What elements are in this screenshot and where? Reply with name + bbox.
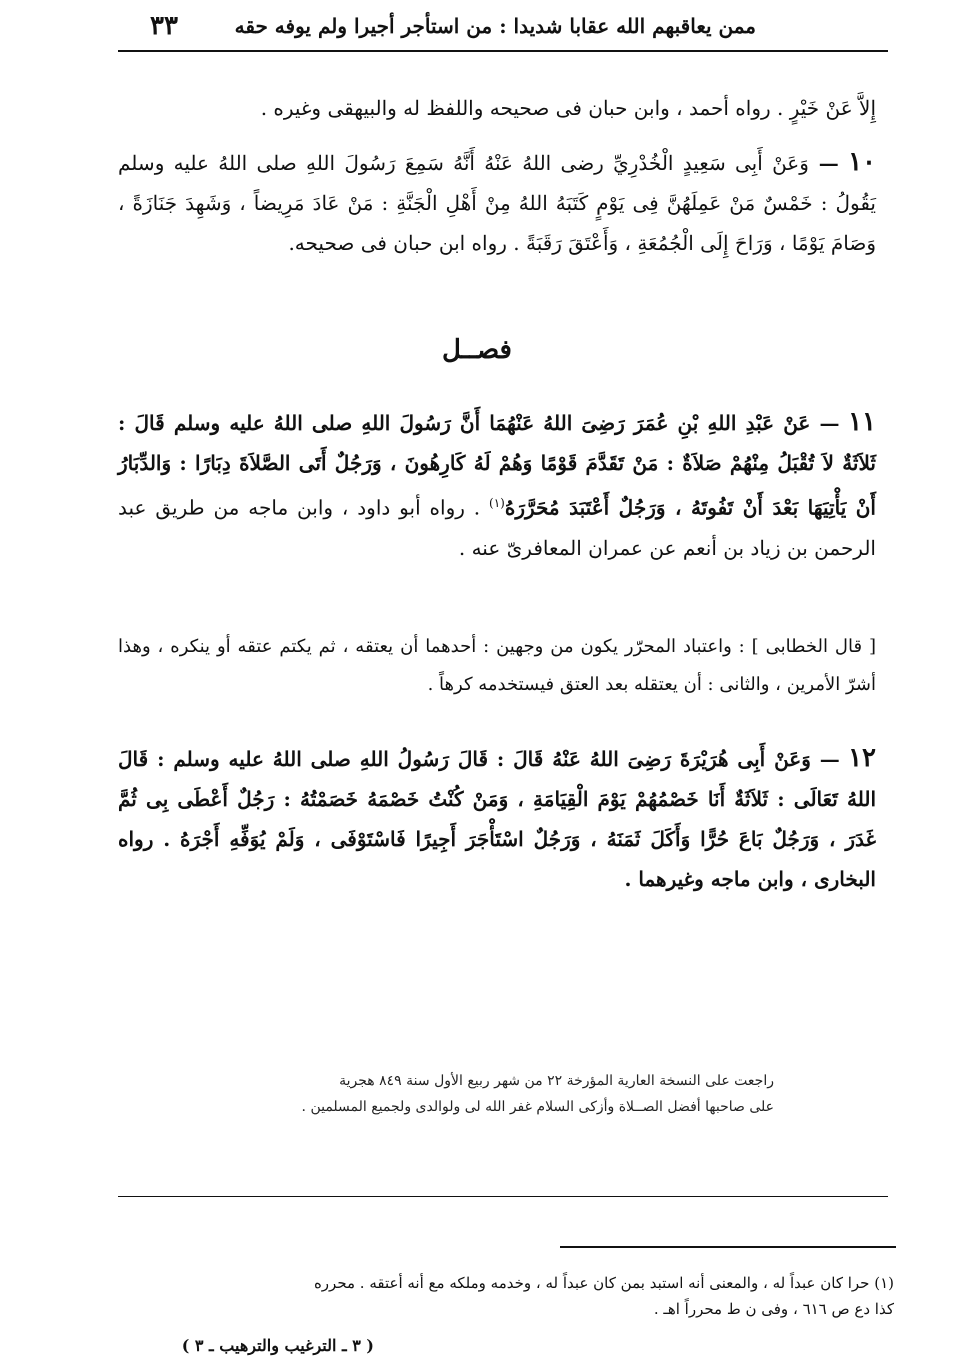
footnote-rule [560,1246,896,1248]
hadith-12 [118,738,876,899]
intro-paragraph [118,88,876,128]
hadith-10 [118,142,876,263]
footnote-marker[interactable]: (١) [489,496,505,510]
intro-text: إِلاَّ عَنْ خَيْرٍ . رواه أحمد ، وابن حبان فى صحيحه واللفظ له والبيهقى وغيره . [260,96,876,120]
hadith-number: ١٢ [848,743,877,773]
hadith-dash: — [808,151,839,175]
printer-signature: ( ٣ ـ الترغيب والترهيب ـ ٣ ) [181,1336,374,1355]
body-end-rule [118,1196,888,1197]
hadith-text: وَعَنْ أَبِى هُرَيْرَةَ رَضِىَ اللهُ عَنْهُ قَالَ : قَالَ رَسُولُ اللهِ صلى اللهُ عليه وسلم : قَالَ اللهُ تَعَالَى : ثَلاَثَةٌ أَنَا خَصْمُهُمْ يَوْمَ الْقِيَامَةِ ، وَمَنْ كُنْتُ خَصْمَهُ خَصَمْتُهُ : رَجُلٌ أَعْطَى بِى ثُمَّ غَدَرَ ، وَرَجُلٌ بَاعَ حُرًّا وَأَكَلَ ثَمَنَهُ ، وَرَجُلٌ اسْتَأْجَرَ أَجِيرًا فَاسْتَوْفَى ، وَلَمْ يُوَفِّهِ أَجْرَهُ . رواه البخارى ، وابن ماجه وغيرهما . [118,747,876,891]
hadith-text: عَنْ عَبْدِ اللهِ بْنِ عُمَرَ رَضِىَ اللهُ عَنْهُمَا أَنَّ رَسُولَ اللهِ صلى اللهُ عليه وسلم قَالَ : ثَلاَثَةٌ لاَ تُقْبَلُ مِنْهُمْ صَلاَةٌ : مَنْ تَقَدَّمَ قَوْمًا وَهُمْ لَهُ كَارِهُونَ ، وَرَجُلٌ أَتَى الصَّلاَةَ دِبَارًا : وَالدِّبَارُ أَنْ يَأْتِيَهَا بَعْدَ أَنْ تَفُوتَهُ ، وَرَجُلٌ أَعْتَبَدَ مُحَرَّرَهُ [118,411,876,520]
hadith-text: وَعَنْ أَبِى سَعِيدٍ الْخُدْرِيِّ رضى اللهُ عَنْهُ أَنَّهُ سَمِعَ رَسُولَ اللهِ صلى اللهُ عليه وسلم يَقُولُ : خَمْسٌ مَنْ عَمِلَهُنَّ فِى يَوْمٍ كَتَبَهُ اللهُ مِنْ أَهْلِ الْجَنَّةِ : مَنْ عَادَ مَرِيضاً ، وَشَهِدَ جَنَازَةً ، وَصَامَ يَوْمًا ، وَرَاحَ إِلَى الْجُمُعَةِ ، وَأَعْتَقَ رَقَبَةً . رواه ابن حبان فى صحيحه. [118,151,876,255]
khattabi-commentary [118,628,876,704]
footnote-line-2: كذا دع ص ٦١٦ ، وفى ن ط محرراً اهـ . [653,1300,894,1318]
header-rule [118,50,888,52]
collation-line-1: راجعت على النسخة العارية المؤرخة ٢٢ من شهر ربيع الأول سنة ٨٤٩ هجرية [339,1073,774,1089]
section-title: فصــل [442,335,512,365]
footnote-line-1: (١) حرا كان عبداً له ، والمعنى أنه استبد بمن كان عبداً له ، وخدمه وملكه مع أنه أعتقه . محرره [313,1274,894,1292]
running-header [150,6,756,46]
collation-note [214,1068,774,1120]
hadith-number: ١٠ [848,147,877,177]
hadith-11 [118,402,876,568]
footnote [82,1270,894,1322]
hadith-dash: — [810,411,840,435]
hadith-dash: — [810,747,840,771]
collation-line-2: على صاحبها أفضل الصــلاة وأزكى السلام غفر الله لى ولوالدى ولجميع المسلمين . [301,1099,774,1115]
commentary-text: [ قال الخطابى ] : واعتباد المحرّر يكون من وجهين : أحدهما أن يعتقه ، ثم يكتم عتقه أو ينكره ، وهذا أشرّ الأمرين ، والثانى : أن يعتقله بعد العتق فيستخدمه كرهاً . [118,636,876,695]
hadith-number: ١١ [848,407,877,437]
page-number: ٣٣ [150,11,178,41]
hadith-source: . رواه أبو داود ، وابن ماجه من طريق عبد الرحمن بن زياد بن أنعم عن عمران المعافرىّ عنه . [118,495,876,560]
header-title: ممن يعاقبهم الله عقابا شديدا : من استأجر أجيرا ولم يوفه حقه [234,14,756,38]
